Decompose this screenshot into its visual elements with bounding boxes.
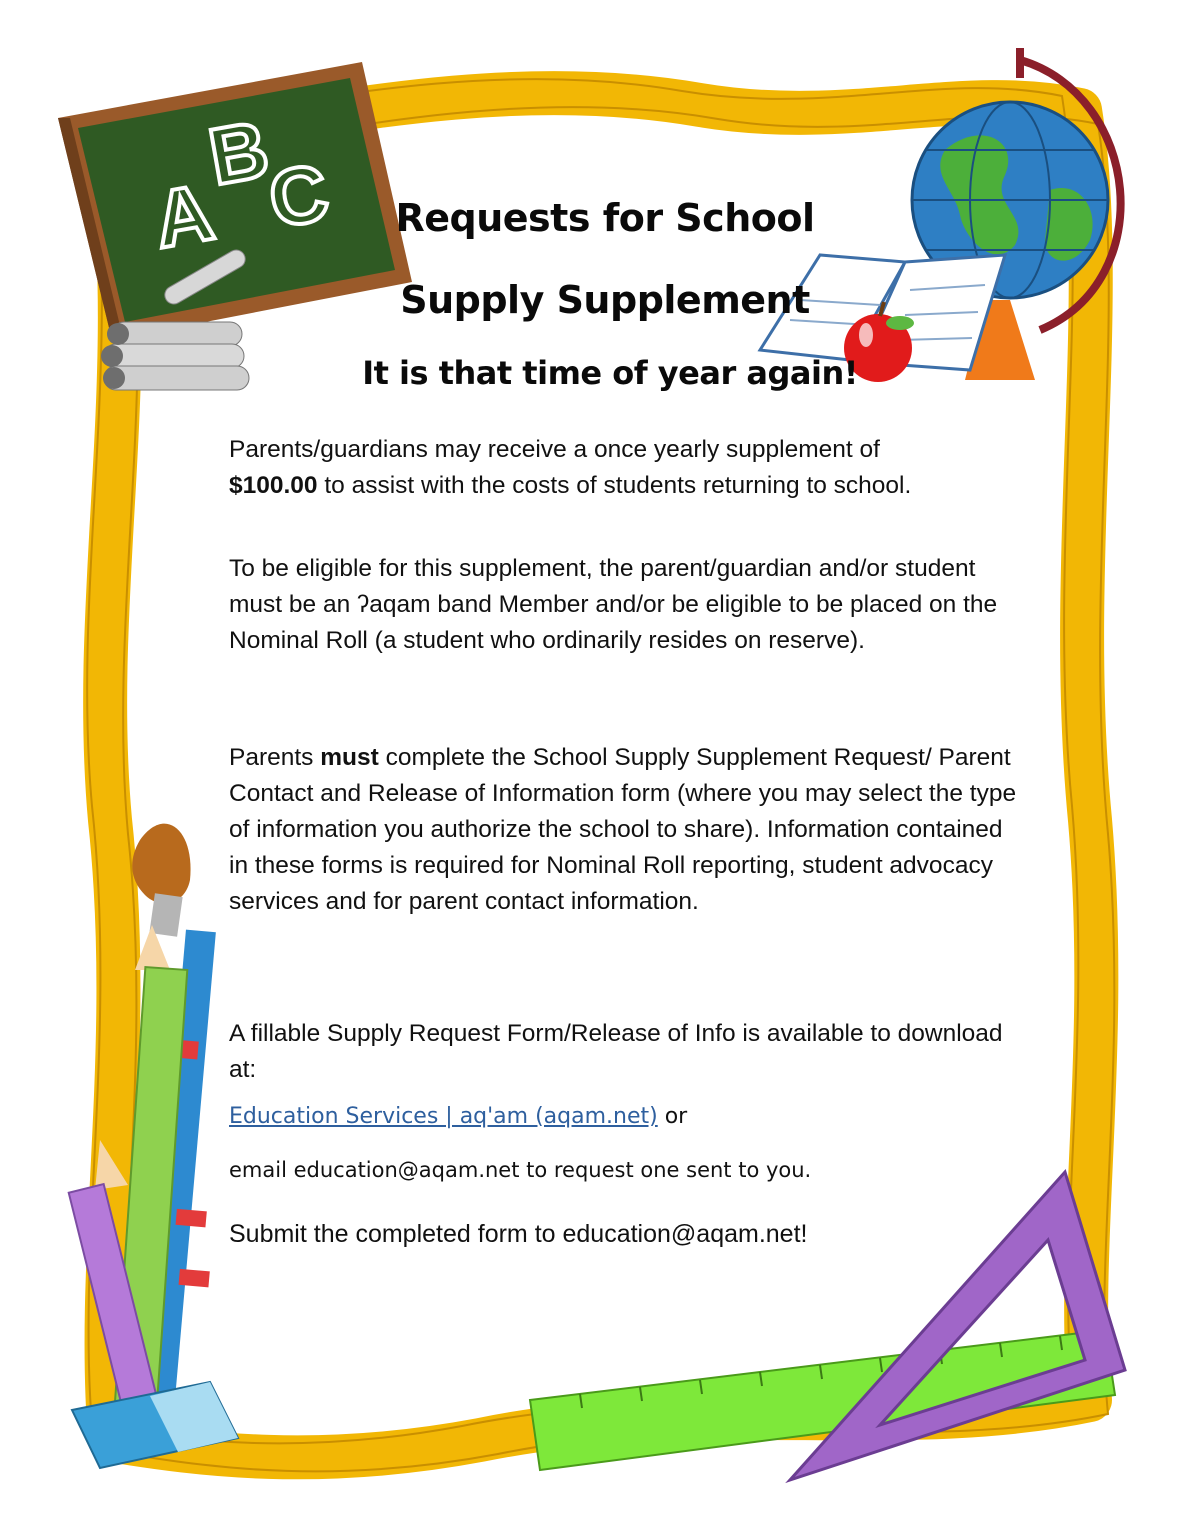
submit-instruction: Submit the completed form to education@aqam.net!	[229, 1220, 808, 1248]
eligibility-paragraph: To be eligible for this supplement, the parent/guardian and/or student must be an ʔaqam band Member and/or be eligible to be placed on the Nominal Roll (a student who ordinarily resides on reserve).	[229, 555, 998, 654]
email-request-line: email education@aqam.net to request one sent to you.	[229, 1158, 812, 1182]
chalk-letter-c: C	[262, 147, 335, 245]
education-services-link[interactable]: Education Services | aq'am (aqam.net)	[229, 1104, 658, 1129]
download-paragraph: A fillable Supply Request Form/Release of Info is available to download at:	[229, 1020, 1003, 1083]
page-title: Requests for School	[395, 196, 815, 240]
chalk-letter-a: A	[147, 167, 220, 265]
link-suffix: or	[657, 1104, 688, 1129]
must-emphasis: must	[320, 744, 379, 771]
supplement-amount: $100.00	[229, 472, 318, 499]
para1-text-start: Parents/guardians may receive a once yearly supplement of	[229, 436, 880, 463]
subtitle: It is that time of year again!	[362, 354, 858, 392]
para3-text-end: complete the School Supply Supplement Request/ Parent Contact and Release of Information form (where you may select the type of information you authorize the school to share). Information contained in these forms is required for Nominal Roll reporting, student advocacy services and for parent contact information.	[229, 744, 1017, 915]
para3-text-start: Parents	[229, 744, 321, 771]
chalk-letter-b: B	[202, 104, 275, 202]
page-title-line-2: Supply Supplement	[400, 278, 810, 322]
para1-text-end: to assist with the costs of students returning to school.	[317, 472, 912, 499]
form-requirement-paragraph	[229, 740, 1019, 920]
link-line	[229, 1104, 687, 1129]
chalk-sticks-icon	[101, 322, 249, 390]
supplement-amount-paragraph	[229, 432, 1019, 504]
